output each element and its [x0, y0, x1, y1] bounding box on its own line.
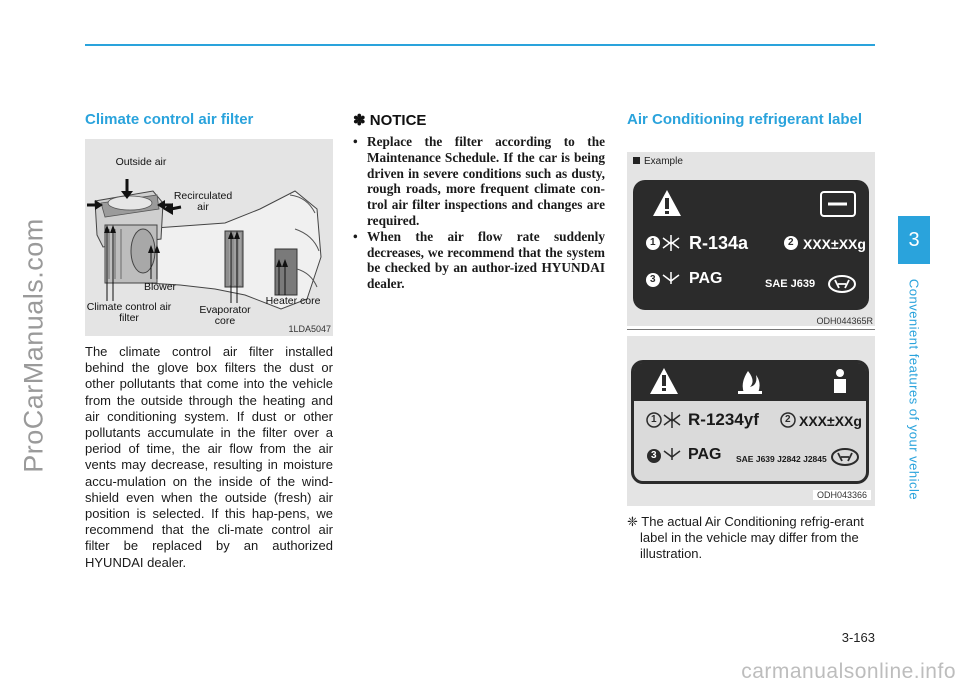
- oil-icon: [664, 448, 680, 460]
- filter-body: The climate control air filter installed behind the glove box filters the dust or other pollutants that come into the vehicle from the outside through the heating and air conditioning system. If dust or other pollutants accumulate in the filter over a period of time, the air flow from the air vents may decrease, resulting in moisture accu-mulation on the inside of the wind-shield even when the outside (fresh) air position is selected. If this hap-pens, we recommend that the cli-mate control air filter be replaced by an authorized HYUNDAI dealer.: [85, 344, 333, 570]
- notice-item: • When the air flow rate suddenly decreases, we recommend that the system be checked by an author-ized HYUNDAI dealer.: [353, 229, 605, 292]
- figure-code-3: ODH043366: [813, 490, 871, 500]
- refrigerant-amount-2: XXX±XXg: [799, 413, 862, 429]
- watermark-bottom: carmanualsonline.info: [741, 660, 956, 683]
- technician-icon: [836, 369, 844, 377]
- refrigerant-icon: [663, 235, 679, 251]
- label-heater-core: Heater core: [265, 295, 321, 307]
- light-refrigerant-label: 1 3 2 R-1234yf XXX±XXg PAG SAE J639 J2842 J2845: [631, 360, 869, 484]
- flammable-icon: [743, 371, 760, 393]
- example-caption: Example: [633, 156, 683, 167]
- label-outside-air: Outside air: [115, 156, 167, 168]
- refrigerant-label-figure-2: [627, 336, 875, 506]
- page-number: 3-163: [841, 630, 875, 645]
- example-square-icon: [633, 157, 640, 164]
- watermark-side: [4, 0, 66, 689]
- filter-heading: Climate control air filter: [85, 111, 254, 128]
- figure-code-1: 1LDA5047: [288, 324, 331, 334]
- label-evaporator-core: Evaporator core: [199, 304, 251, 327]
- air-filter-figure: [85, 139, 333, 336]
- oil-icon: [663, 272, 679, 284]
- notice-title: ✽ NOTICE: [353, 112, 427, 129]
- standard-1: SAE J639: [765, 278, 816, 290]
- watermark-side-text: ProCarManuals.com: [18, 218, 49, 473]
- oil-type-2: PAG: [688, 446, 722, 463]
- label-blower: Blower: [143, 281, 177, 293]
- top-rule: [85, 44, 875, 46]
- standard-2: SAE J639 J2842 J2845: [736, 454, 827, 464]
- figure-divider: [627, 329, 875, 330]
- dark-refrigerant-label: 1 3 2 R-134a XXX±XXg PAG SAE J639: [633, 180, 869, 310]
- refrigerant-type-1: R-134a: [689, 233, 749, 253]
- refrigerant-type-2: R-1234yf: [688, 410, 759, 429]
- refrigerant-note: ❈ The actual Air Conditioning refrig-erant label in the vehicle may differ from the illustration.: [627, 514, 864, 561]
- chapter-title: Convenient features of your vehicle: [906, 278, 922, 501]
- oil-type-1: PAG: [689, 270, 723, 287]
- figure-code-2: ODH044365R: [816, 316, 873, 326]
- label-climate-control-air-filter: Climate control air filter: [86, 301, 172, 324]
- notice-item: • Replace the filter according to the Maintenance Schedule. If the car is being driven in severe conditions such as dusty, rough roads, more frequent climate con-trol air filter inspections and changes are required.: [353, 134, 605, 229]
- refrigerant-icon: [664, 412, 680, 428]
- notice-list: [353, 134, 605, 292]
- refrigerant-label-figure-1: [627, 152, 875, 326]
- chapter-tab: 3: [898, 216, 930, 264]
- refrigerant-heading: Air Conditioning refrigerant label: [627, 111, 863, 128]
- label-recirculated-air: Recirculated air: [173, 190, 233, 213]
- refrigerant-amount-1: XXX±XXg: [803, 236, 866, 252]
